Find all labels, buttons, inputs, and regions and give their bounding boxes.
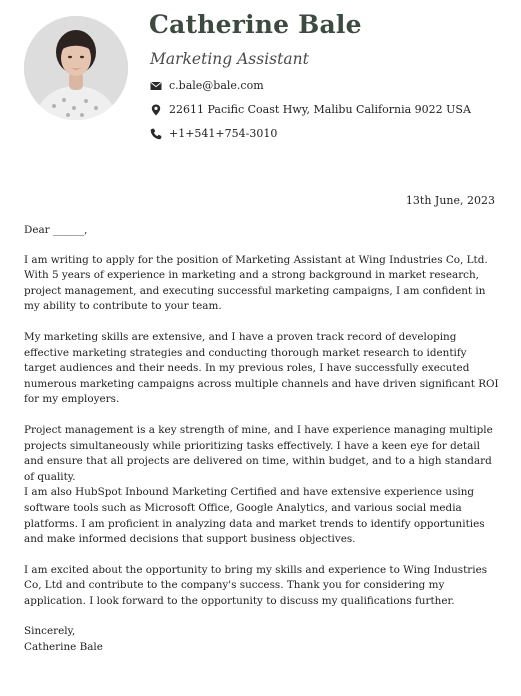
- signature-name: Catherine Bale: [24, 641, 103, 654]
- phone-text: +1+541+754-3010: [169, 127, 278, 140]
- letter-date: 13th June, 2023: [405, 194, 495, 207]
- letter-body: [24, 223, 500, 656]
- paragraph-project-management: Project management is a key strength of mine, and I have experience managing multiple projects simultaneously while prioritizing tasks effectively. I have a keen eye for detail and ensure that all projects are delivered on time, within budget, and to a high standard of quality.: [24, 423, 493, 483]
- contact-email: [150, 79, 264, 92]
- paragraph-closing: I am excited about the opportunity to bring my skills and experience to Wing Industries Co, Ltd and contribute to the company's success. Thank you for considering my application. I look forward to the opportunity to discuss my qualifications further.: [24, 563, 488, 607]
- candidate-name: Catherine Bale: [149, 10, 362, 39]
- greeting: Dear ______,: [24, 224, 88, 236]
- paragraph-certifications: I am also HubSpot Inbound Marketing Certified and have extensive experience using software tools such as Microsoft Office, Google Analytics, and various social media platforms. I am proficient in analyzing data and market trends to identify opportunities and make informed decisions that support business objectives.: [24, 486, 485, 546]
- email-text: c.bale@bale.com: [169, 79, 264, 92]
- profile-photo: [24, 16, 128, 120]
- map-pin-icon: [150, 104, 162, 116]
- closing-salutation: Sincerely,: [24, 625, 76, 638]
- paragraph-intro: I am writing to apply for the position of Marketing Assistant at Wing Industries Co, Ltd. With 5 years of experience in marketing and a strong background in market research, project management, and executing successful marketing campaigns, I am confident in my ability to contribute to your team.: [24, 253, 488, 313]
- job-title: Marketing Assistant: [150, 50, 309, 68]
- contact-address: [150, 103, 471, 116]
- envelope-icon: [150, 80, 162, 92]
- phone-icon: [150, 128, 162, 140]
- contact-phone: [150, 127, 277, 140]
- address-text: 22611 Pacific Coast Hwy, Malibu California 9022 USA: [169, 103, 471, 116]
- profile-photo-image: [24, 16, 128, 120]
- paragraph-skills: My marketing skills are extensive, and I have a proven track record of developing effective marketing strategies and conducting thorough market research to identify target audiences and their needs. In my previous roles, I have successfully executed numerous marketing campaigns across multiple channels and have driven significant ROI for my employers.: [24, 330, 499, 406]
